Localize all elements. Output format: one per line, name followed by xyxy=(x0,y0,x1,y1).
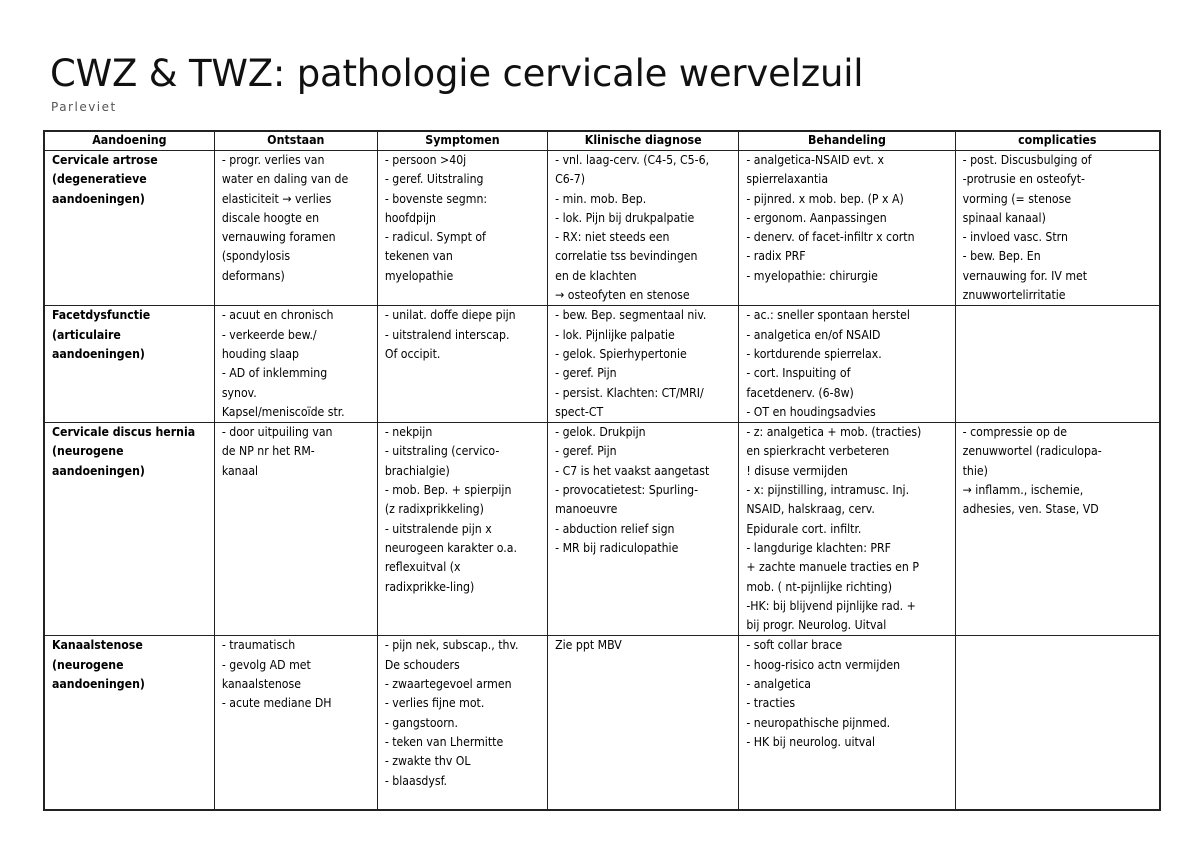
cell-line: aandoeningen) xyxy=(52,463,145,478)
cell-line: kanaal xyxy=(221,463,259,478)
symptomen-cell xyxy=(377,151,547,306)
cell-line: - persoon >40j xyxy=(384,153,467,167)
cell-line: - analgetica en/of NSAID xyxy=(746,327,881,342)
cell-line: - AD of inklemming xyxy=(221,366,328,381)
cell-line: - myelopathie: chirurgie xyxy=(746,268,878,283)
cell-line: -HK: bij blijvend pijnlijke rad. + xyxy=(746,598,916,613)
cell-line: adhesies, ven. Stase, VD xyxy=(962,502,1099,517)
cell-line: vernauwing foramen xyxy=(221,230,336,245)
cell-line: ! disuse vermijden xyxy=(746,463,848,478)
cell-line: - hoog-risico actn vermijden xyxy=(746,657,901,672)
author-name: Parleviet xyxy=(51,100,117,114)
cell-line: - MR bij radiculopathie xyxy=(555,540,679,555)
cell-line: - radix PRF xyxy=(746,249,806,264)
header-complicaties: complicaties xyxy=(955,131,1160,151)
cell-line: radixprikke-ling) xyxy=(384,579,475,594)
cell-line: aandoeningen) xyxy=(52,677,145,692)
cell-line: - uitstralend interscap. xyxy=(384,327,510,342)
cell-line: - door uitpuiling van xyxy=(221,425,333,440)
cell-line: - denerv. of facet-infiltr x cortn xyxy=(746,230,915,245)
cell-line: - mob. Bep. + spierpijn xyxy=(384,483,512,498)
diagnose-cell xyxy=(548,423,739,636)
cell-line: znuwwortelirritatie xyxy=(962,288,1066,303)
cell-line: spierrelaxantia xyxy=(746,172,829,187)
cell-line: de NP nr het RM- xyxy=(221,444,315,459)
cell-line: - pijnred. x mob. bep. (P x A) xyxy=(746,191,904,206)
cell-line: - radicul. Sympt of xyxy=(384,230,486,245)
pathology-table xyxy=(43,130,1161,811)
header-ontstaan: Ontstaan xyxy=(214,131,377,151)
cell-line: correlatie tss bevindingen xyxy=(555,249,698,264)
table-row xyxy=(44,306,1160,423)
cell-line: (spondylosis xyxy=(221,249,291,264)
cell-line: aandoeningen) xyxy=(52,191,145,206)
behandeling-cell xyxy=(739,636,955,811)
cell-line: - x: pijnstilling, intramusc. Inj. xyxy=(746,483,910,498)
cell-line: tekenen van xyxy=(384,249,453,264)
cell-line: - HK bij neurolog. uitval xyxy=(746,734,876,749)
cell-line: - invloed vasc. Strn xyxy=(962,230,1068,245)
cell-line: - verlies fijne mot. xyxy=(384,696,485,711)
cell-line: (z radixprikkeling) xyxy=(384,502,484,517)
cell-line: - gelok. Drukpijn xyxy=(555,425,646,440)
cell-line: aandoeningen) xyxy=(52,346,145,361)
cell-line: - acute mediane DH xyxy=(221,696,332,711)
ontstaan-cell xyxy=(214,636,377,811)
header-klinische-diagnose: Klinische diagnose xyxy=(548,131,739,151)
cell-line: - neuropathische pijnmed. xyxy=(746,715,891,730)
behandeling-cell xyxy=(739,151,955,306)
cell-line: - verkeerde bew./ xyxy=(221,327,317,342)
condition-cell xyxy=(44,151,214,306)
cell-line: en spierkracht verbeteren xyxy=(746,444,890,459)
cell-line: - langdurige klachten: PRF xyxy=(746,540,891,555)
complicaties-cell xyxy=(955,306,1160,423)
cell-line: - lok. Pijn bij drukpalpatie xyxy=(555,210,695,225)
cell-line: C6-7) xyxy=(555,172,585,187)
cell-line: - ergonom. Aanpassingen xyxy=(746,210,887,225)
cell-line: (neurogene xyxy=(52,444,124,459)
condition-cell xyxy=(44,423,214,636)
diagnose-cell xyxy=(548,151,739,306)
symptomen-cell xyxy=(377,306,547,423)
header-behandeling: Behandeling xyxy=(739,131,955,151)
cell-line: manoeuvre xyxy=(555,502,618,517)
cell-line: - gevolg AD met xyxy=(221,657,311,672)
table-header-row xyxy=(44,131,1160,151)
cell-line: deformans) xyxy=(221,268,285,283)
cell-line: (degeneratieve xyxy=(52,172,147,187)
cell-line: zenuwwortel (radiculopa- xyxy=(962,444,1102,459)
cell-line: neurogeen karakter o.a. xyxy=(384,540,517,555)
cell-line: - gelok. Spierhypertonie xyxy=(555,346,687,361)
page-title: CWZ & TWZ: pathologie cervicale wervelzuil xyxy=(50,52,864,95)
diagnose-cell xyxy=(548,306,739,423)
cell-line: - persist. Klachten: CT/MRI/ xyxy=(555,385,704,400)
complicaties-cell xyxy=(955,423,1160,636)
behandeling-cell xyxy=(739,306,955,423)
cell-line: bij progr. Neurolog. Uitval xyxy=(746,618,887,633)
cell-line: - OT en houdingsadvies xyxy=(746,404,876,419)
cell-line: - provocatietest: Spurling- xyxy=(555,483,699,498)
cell-line: - lok. Pijnlijke palpatie xyxy=(555,327,675,342)
complicaties-cell xyxy=(955,636,1160,811)
cell-line: water en daling van de xyxy=(221,172,349,187)
cell-line: - min. mob. Bep. xyxy=(555,191,647,206)
ontstaan-cell xyxy=(214,306,377,423)
behandeling-cell xyxy=(739,423,955,636)
cell-line: - traumatisch xyxy=(221,638,296,653)
cell-line: De schouders xyxy=(384,657,460,672)
cell-line: brachialgie) xyxy=(384,463,450,478)
header-aandoening: Aandoening xyxy=(44,131,214,151)
cell-line: - zwaartegevoel armen xyxy=(384,677,512,692)
cell-line: Kanaalstenose xyxy=(52,638,143,653)
cell-line: elasticiteit → verlies xyxy=(221,191,332,206)
cell-line: reflexuitval (x xyxy=(384,560,461,575)
cell-line: kanaalstenose xyxy=(221,677,301,692)
ontstaan-cell xyxy=(214,423,377,636)
cell-line: Facetdysfunctie xyxy=(52,308,151,323)
condition-cell xyxy=(44,636,214,811)
cell-line: - tracties xyxy=(746,696,796,711)
cell-line: - abduction relief sign xyxy=(555,521,675,536)
diagnose-cell xyxy=(548,636,739,811)
cell-line: Epidurale cort. infiltr. xyxy=(746,521,862,536)
cell-line: - C7 is het vaakst aangetast xyxy=(555,463,710,478)
cell-line: - ac.: sneller spontaan herstel xyxy=(746,308,910,323)
cell-line: houding slaap xyxy=(221,346,299,361)
cell-line: - geref. Pijn xyxy=(555,444,617,459)
table-row xyxy=(44,636,1160,811)
cell-line: - bovenste segmn: xyxy=(384,191,488,206)
cell-line: - blaasdysf. xyxy=(384,773,448,788)
complicaties-cell xyxy=(955,151,1160,306)
cell-line: Cervicale artrose xyxy=(52,153,158,167)
cell-line: - progr. verlies van xyxy=(221,153,325,167)
condition-cell xyxy=(44,306,214,423)
cell-line: - acuut en chronisch xyxy=(221,308,334,323)
cell-line: vorming (= stenose xyxy=(962,191,1072,206)
cell-line: - kortdurende spierrelax. xyxy=(746,346,882,361)
cell-line: spinaal kanaal) xyxy=(962,210,1046,225)
cell-line: - bew. Bep. En xyxy=(962,249,1041,264)
cell-line: - z: analgetica + mob. (tracties) xyxy=(746,425,922,440)
cell-line: myelopathie xyxy=(384,268,454,283)
cell-line: thie) xyxy=(962,463,988,478)
cell-line: NSAID, halskraag, cerv. xyxy=(746,502,875,517)
cell-line: Kapsel/meniscoïde str. xyxy=(221,404,345,419)
cell-line: → inflamm., ischemie, xyxy=(962,483,1084,498)
cell-line: - teken van Lhermitte xyxy=(384,734,504,749)
symptomen-cell xyxy=(377,423,547,636)
cell-line: - RX: niet steeds een xyxy=(555,230,670,245)
cell-line: (neurogene xyxy=(52,657,124,672)
cell-line: facetdenerv. (6-8w) xyxy=(746,385,854,400)
cell-line: - uitstralende pijn x xyxy=(384,521,492,536)
cell-line: - geref. Uitstraling xyxy=(384,172,484,187)
symptomen-cell xyxy=(377,636,547,811)
table-row xyxy=(44,423,1160,636)
cell-line: - soft collar brace xyxy=(746,638,843,653)
cell-line: Of occipit. xyxy=(384,346,441,361)
cell-line: - post. Discusbulging of xyxy=(962,153,1092,167)
cell-line: Zie ppt MBV xyxy=(555,638,622,653)
cell-line: discale hoogte en xyxy=(221,210,320,225)
cell-line: - analgetica-NSAID evt. x xyxy=(746,153,885,167)
cell-line: (articulaire xyxy=(52,327,121,342)
cell-line: -protrusie en osteofyt- xyxy=(962,172,1085,187)
cell-line: + zachte manuele tracties en P xyxy=(746,560,919,575)
cell-line: - uitstraling (cervico- xyxy=(384,444,500,459)
table-row xyxy=(44,151,1160,306)
ontstaan-cell xyxy=(214,151,377,306)
cell-line: - cort. Inspuiting of xyxy=(746,366,851,381)
cell-line: hoofdpijn xyxy=(384,210,437,225)
cell-line: en de klachten xyxy=(555,268,637,283)
cell-line: spect-CT xyxy=(555,404,604,419)
cell-line: - unilat. doffe diepe pijn xyxy=(384,308,516,323)
header-symptomen: Symptomen xyxy=(377,131,547,151)
cell-line: - vnl. laag-cerv. (C4-5, C5-6, xyxy=(555,153,710,167)
cell-line: - nekpijn xyxy=(384,425,433,440)
cell-line: - pijn nek, subscap., thv. xyxy=(384,638,519,653)
cell-line: - zwakte thv OL xyxy=(384,754,471,769)
cell-line: vernauwing for. IV met xyxy=(962,268,1088,283)
cell-line: - analgetica xyxy=(746,677,812,692)
cell-line: - compressie op de xyxy=(962,425,1068,440)
cell-line: - bew. Bep. segmentaal niv. xyxy=(555,308,707,323)
cell-line: mob. ( nt-pijnlijke richting) xyxy=(746,579,892,594)
cell-line: Cervicale discus hernia xyxy=(52,425,196,440)
cell-line: - geref. Pijn xyxy=(555,366,617,381)
cell-line: → osteofyten en stenose xyxy=(555,288,690,303)
cell-line: synov. xyxy=(221,385,257,400)
cell-line: - gangstoorn. xyxy=(384,715,458,730)
